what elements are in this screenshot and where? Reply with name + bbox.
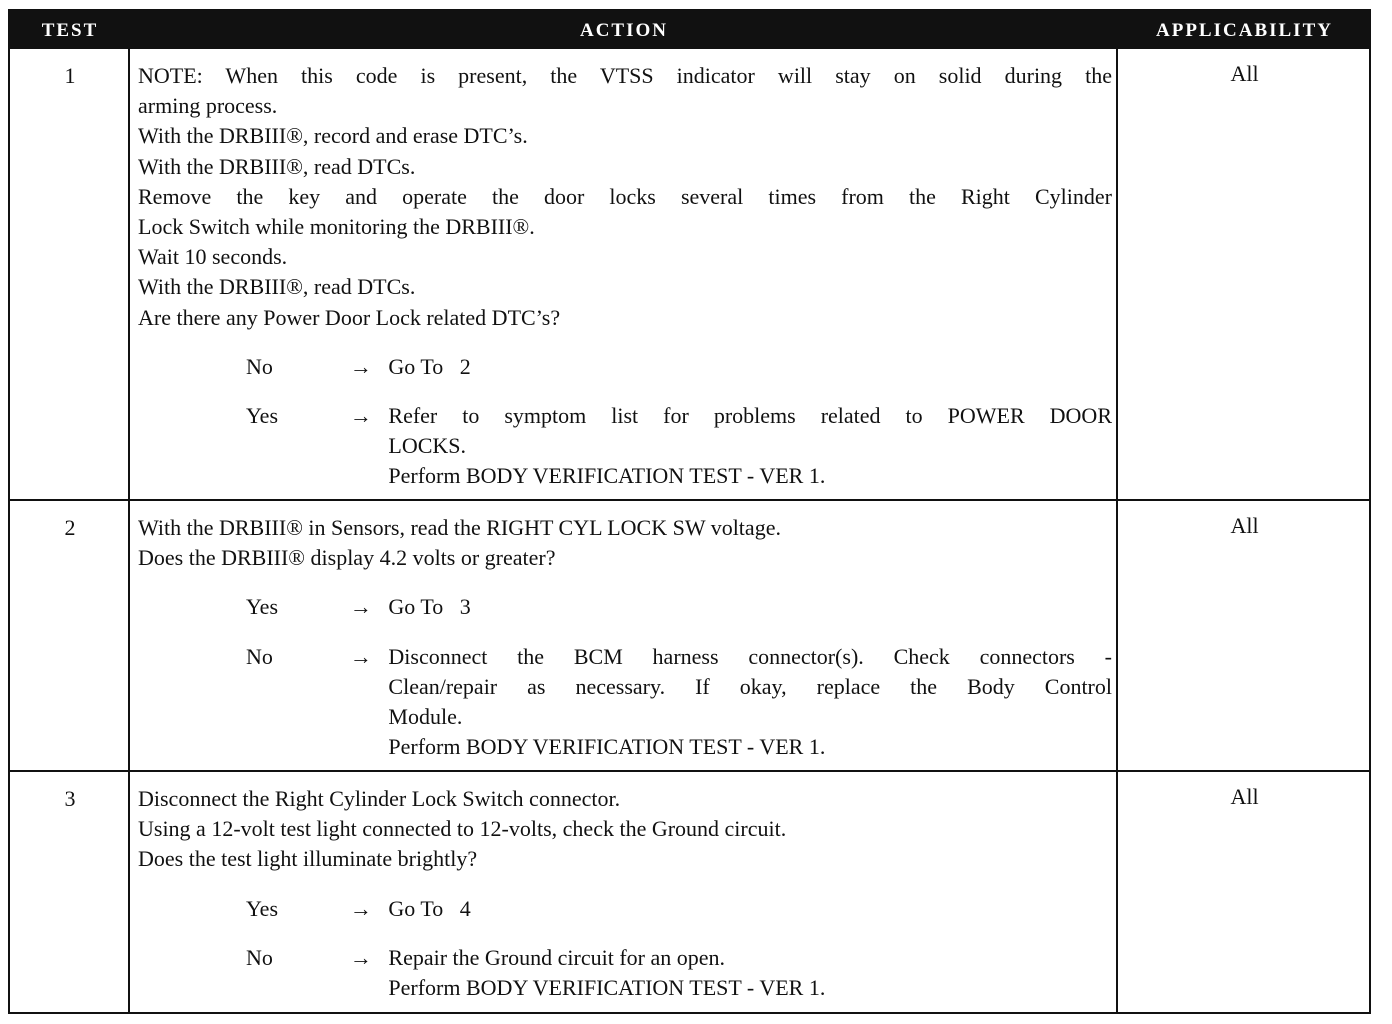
- result-line: Perform BODY VERIFICATION TEST - VER 1.: [388, 734, 826, 760]
- action-line: Does the test light illuminate brightly?: [138, 846, 478, 872]
- action-line: Lock Switch while monitoring the DRBIII®.: [138, 214, 535, 240]
- table-row: [10, 49, 1369, 499]
- branch-answer: Yes: [246, 594, 279, 620]
- action-line: Are there any Power Door Lock related DTC’s?: [138, 304, 561, 330]
- action-line: Wait 10 seconds.: [138, 244, 288, 270]
- result-line: Perform BODY VERIFICATION TEST - VER 1.: [388, 975, 826, 1001]
- branch-yes: [138, 894, 1112, 924]
- branch-yes: [138, 401, 1112, 492]
- action-line: With the DRBIII® in Sensors, read the RIGHT CYL LOCK SW voltage.: [138, 515, 781, 540]
- branch-result: [388, 943, 1112, 1003]
- action-line: Remove the key and operate the door locks several times from the Right Cylinder: [138, 183, 1112, 209]
- table-header: [10, 11, 1369, 49]
- branch-answer: No: [246, 643, 273, 669]
- test-applicability: All: [1230, 784, 1259, 809]
- result-line: Go To 4: [388, 895, 471, 921]
- arrow-icon: →: [349, 353, 372, 379]
- header-applicability: APPLICABILITY: [1156, 20, 1333, 41]
- header-action: ACTION: [579, 20, 668, 41]
- branch-result: [388, 352, 1112, 382]
- branch-result: [388, 592, 1112, 622]
- test-action: [138, 784, 1112, 1003]
- branch-no: [138, 943, 1112, 1003]
- branch-answer: Yes: [246, 403, 279, 429]
- arrow-icon: →: [349, 944, 372, 970]
- result-line: Go To 3: [388, 594, 471, 620]
- action-line: With the DRBIII®, read DTCs.: [138, 153, 416, 179]
- branch-answer: No: [246, 353, 273, 379]
- test-number: 2: [64, 515, 76, 540]
- test-number: 1: [64, 63, 76, 88]
- arrow-icon: →: [349, 643, 372, 669]
- result-line: Disconnect the BCM harness connector(s). Check connectors -: [388, 643, 1112, 669]
- branch-yes: [138, 592, 1112, 622]
- test-applicability: All: [1230, 61, 1259, 86]
- branch-no: [138, 352, 1112, 382]
- result-line: Module.: [388, 704, 463, 730]
- action-line: Using a 12-volt test light connected to 12-volts, check the Ground circuit.: [138, 816, 787, 842]
- branch-result: [388, 401, 1112, 492]
- action-line: Disconnect the Right Cylinder Lock Switch connector.: [138, 786, 621, 811]
- action-line: With the DRBIII®, read DTCs.: [138, 274, 416, 300]
- action-line: Does the DRBIII® display 4.2 volts or greater?: [138, 545, 556, 571]
- test-applicability: All: [1230, 513, 1259, 538]
- arrow-icon: →: [349, 403, 372, 429]
- table-row: [10, 501, 1369, 770]
- result-line: Perform BODY VERIFICATION TEST - VER 1.: [388, 463, 826, 489]
- test-action: [138, 513, 1112, 762]
- table-row: [10, 772, 1369, 1012]
- branch-no: [138, 642, 1112, 763]
- result-line: Repair the Ground circuit for an open.: [388, 944, 726, 970]
- header-test: TEST: [41, 20, 99, 41]
- action-line: With the DRBIII®, record and erase DTC’s.: [138, 123, 528, 149]
- branch-answer: No: [246, 944, 273, 970]
- result-line: Refer to symptom list for problems related to POWER DOOR: [388, 403, 1112, 429]
- arrow-icon: →: [349, 594, 372, 620]
- branch-answer: Yes: [246, 895, 279, 921]
- action-line: arming process.: [138, 93, 278, 119]
- action-line: NOTE: When this code is present, the VTSS indicator will stay on solid during the: [138, 63, 1112, 88]
- branch-result: [388, 642, 1112, 763]
- result-line: LOCKS.: [388, 433, 467, 459]
- result-line: Go To 2: [388, 353, 471, 379]
- diagnostic-test-table: [8, 9, 1371, 1014]
- branch-result: [388, 894, 1112, 924]
- result-line: Clean/repair as necessary. If okay, replace the Body Control: [388, 673, 1112, 699]
- test-number: 3: [64, 786, 76, 811]
- test-action: [138, 61, 1112, 492]
- arrow-icon: →: [349, 895, 372, 921]
